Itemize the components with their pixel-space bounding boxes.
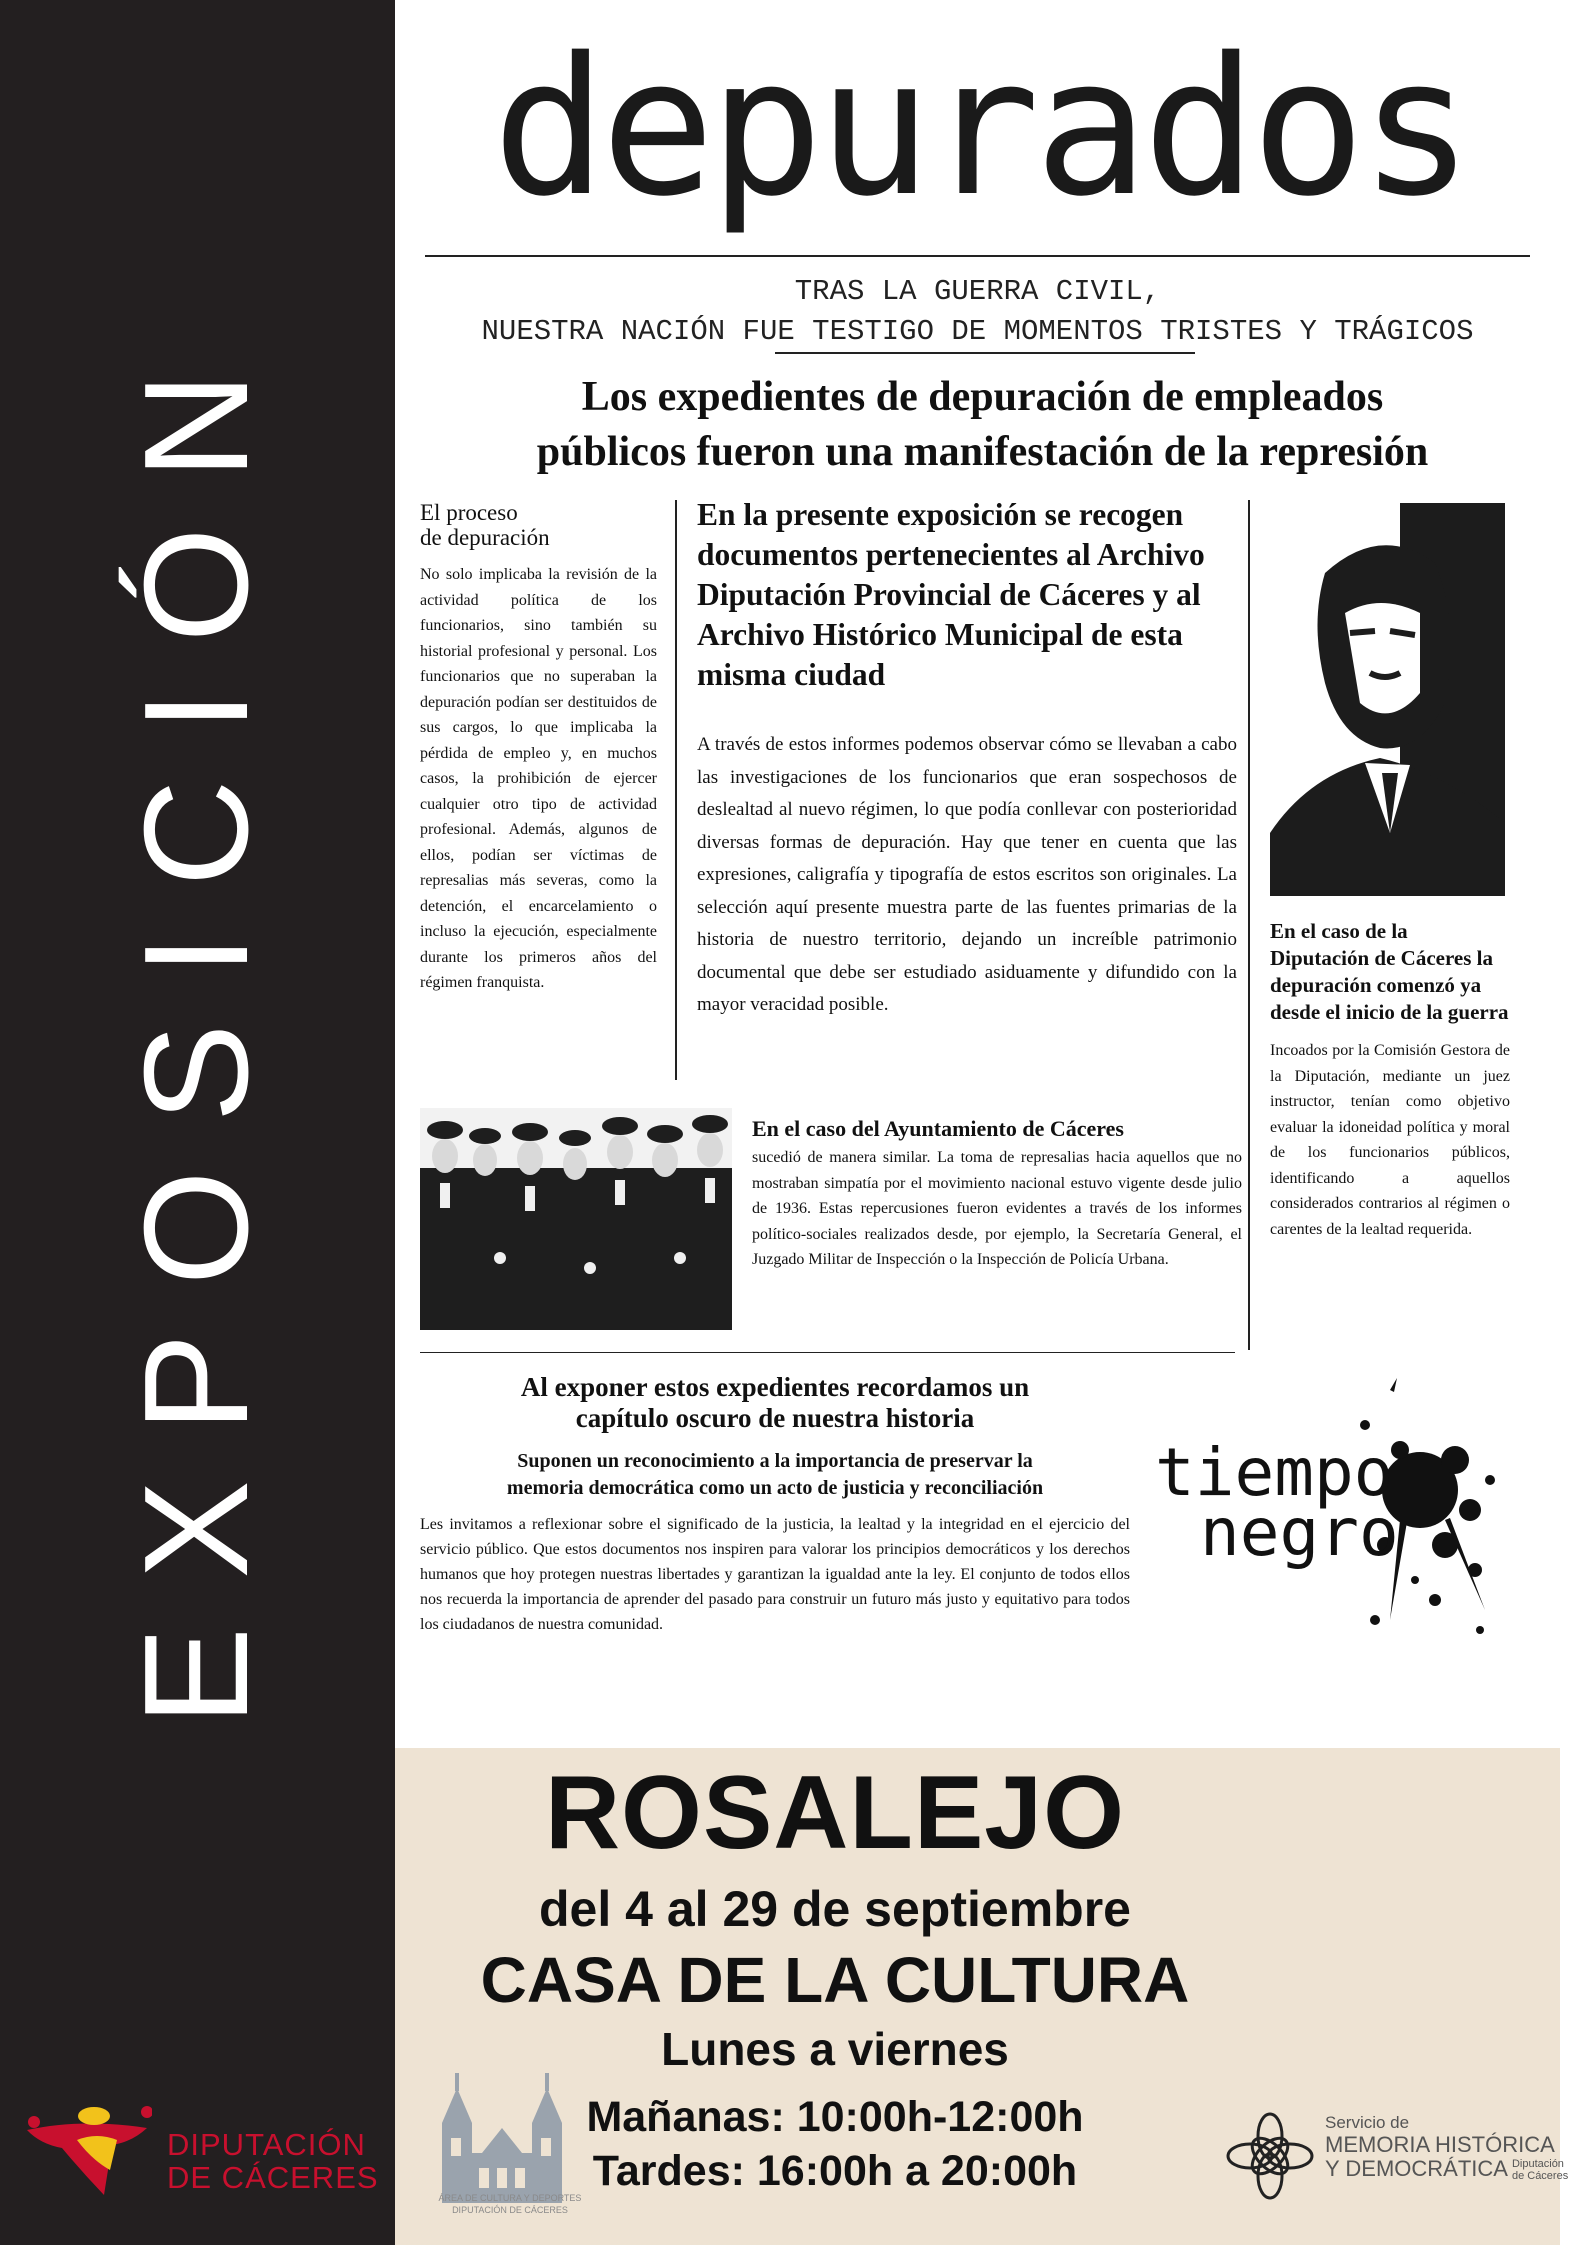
middle-column-body: A través de estos informes podemos observar cómo se llevaban a cabo las investigaciones de los funcionarios que eran sospechosos de deslealtad al nuevo régimen, lo que podía conllevar con posterioridad diversas formas de depuración. Hay que tener en cuenta que las expresiones, caligrafía y tipografía de estos escritos son originales. La selección aquí presente muestra parte de las fuentes primarias de la historia de nuestro territorio, dejando un increíble patrimonio documental que debe ser estudiado asiduamente y difundido con la mayor veracidad posible.	[697, 734, 1237, 1015]
diputacion-logo-text	[167, 2128, 379, 2194]
diputacion-line1: DIPUTACIÓN	[167, 2127, 366, 2162]
sidebar	[0, 0, 395, 2245]
event-days: Lunes a viernes	[661, 2023, 1009, 2075]
closing-heading-line2: capítulo oscuro de nuestra historia	[575, 1403, 975, 1433]
masthead: depurados	[492, 17, 1468, 238]
left-heading-line1: El proceso	[420, 500, 518, 525]
column-divider-right	[1248, 500, 1250, 1350]
newspaper-panel	[395, 0, 1560, 1748]
tiempo-negro-line1: tiempo	[1155, 1434, 1394, 1511]
right-column-heading: En el caso de la Diputación de Cáceres la depuración comenzó ya desde el inicio de la guerra	[1270, 919, 1509, 1024]
closing-subheading	[420, 1448, 1130, 1502]
event-info-panel	[395, 1748, 1569, 2245]
middle-column-heading: En la presente exposición se recogen documentos pertenecientes al Archivo Diputación Provincial de Cáceres y al Archivo Histórico Municipal de esta misma ciudad	[697, 497, 1205, 692]
kicker	[425, 272, 1530, 352]
middle-column	[697, 495, 1237, 1022]
event-dates: del 4 al 29 de septiembre	[539, 1881, 1131, 1937]
memoria-historica-logo	[1225, 2103, 1569, 2213]
headline	[420, 370, 1545, 480]
closing-section	[420, 1372, 1130, 1637]
left-column-body: No solo implicaba la revisión de la actividad política de los funcionarios, sino también su historial profesional y personal. Los funcionarios que no superaban la depuración podían ser destituidos de sus cargos, lo que implicaba la pérdida de empleo y, en muchos casos, la prohibición de ejercer cualquier otro tipo de actividad profesional. Además, algunos de ellos, podían ser víctimas de represalias más severas, como la detención, el encarcelamiento o incluso la ejecución, especialmente durante los primeros años del régimen franquista.	[420, 566, 657, 991]
left-column	[420, 500, 657, 996]
right-column-body: Incoados por la Comisión Gestora de la Diputación, mediante un juez instructor, tenían como objetivo evaluar la idoneidad política y moral de los funcionarios públicos, identificando a aquellos considerados contrarios al régimen o carentes de la lealtad requerida.	[1270, 1042, 1510, 1238]
closing-heading	[420, 1372, 1130, 1434]
memoria-tag	[1512, 2158, 1568, 2182]
event-venue: CASA DE LA CULTURA	[480, 1944, 1190, 2016]
left-column-heading	[420, 500, 657, 550]
diputacion-logo	[22, 2100, 382, 2200]
crowd-image	[420, 1108, 732, 1330]
memoria-tag1: Diputación	[1511, 2158, 1564, 2171]
tiempo-negro-line2: negro	[1200, 1494, 1399, 1571]
memoria-historica-text	[1325, 2113, 1568, 2182]
kicker-line1: TRAS LA GUERRA CIVIL,	[794, 275, 1161, 308]
diputacion-line2: DE CÁCERES	[167, 2160, 379, 2195]
memoria-tag2: de Cáceres	[1511, 2170, 1569, 2183]
closing-heading-line1: Al exponer estos expedientes recordamos un	[520, 1372, 1030, 1402]
column-divider-left	[675, 500, 677, 1080]
event-morning-hours: Mañanas: 10:00h-12:00h	[586, 2093, 1084, 2141]
event-afternoon-hours: Tardes: 16:00h a 20:00h	[592, 2147, 1078, 2195]
ayuntamiento-body: sucedió de manera similar. La toma de represalias hacia aquellos que no mostraban simpatía por el movimiento nacional estuvo vigente desde julio de 1936. Estas repercusiones fueron evidentes a través de los informes político-sociales realizados desde, por ejemplo, la Secretaría General, el Juzgado Militar de Inspección o la Inspección de Policía Urbana.	[752, 1149, 1242, 1268]
closing-sub-line2: memoria democrática como un acto de justicia y reconciliación	[506, 1477, 1044, 1499]
masthead-rule	[425, 255, 1530, 257]
ayuntamiento-column	[752, 1115, 1242, 1273]
cultura-logo-text	[435, 2192, 585, 2216]
memoria-line2: MEMORIA HISTÓRICA	[1325, 2132, 1555, 2157]
headline-line1: Los expedientes de depuración de empleados	[581, 374, 1384, 420]
left-heading-line2: de depuración	[420, 525, 550, 550]
portrait-image	[1270, 503, 1505, 896]
memoria-line3: Y DEMOCRÁTICA	[1325, 2156, 1508, 2181]
event-town: ROSALEJO	[544, 1755, 1126, 1871]
crowd-photo	[420, 1108, 732, 1330]
kicker-line2: NUESTRA NACIÓN FUE TESTIGO DE MOMENTOS TRISTES Y TRÁGICOS	[481, 315, 1474, 348]
portrait-photo	[1270, 503, 1505, 896]
memoria-line3-wrap	[1325, 2157, 1568, 2182]
vertical-title: EXPOSICIÓN	[114, 324, 279, 1726]
cultura-line1: ÁREA DE CULTURA Y DEPORTES	[438, 2193, 582, 2203]
memoria-flower-icon	[1225, 2111, 1315, 2201]
tiempo-negro-logo	[1145, 1370, 1515, 1660]
lower-rule	[420, 1352, 1235, 1353]
kicker-rule	[775, 352, 1195, 354]
closing-body: Les invitamos a reflexionar sobre el significado de la justicia, la lealtad y la integridad en el ejercicio del servicio público. Que estos documentos nos inspiren para valorar los principios democráticos y los derechos humanos que hoy protegen nuestras libertades y garantizan la igualdad ante la ley. El conjunto de todos ellos nos recuerda la importancia de aprender del pasado para construir un futuro más justo y equitativo para todos los ciudadanos de nuestra comunidad.	[420, 1516, 1130, 1633]
memoria-line1: Servicio de	[1325, 2113, 1410, 2132]
diputacion-emblem-icon	[22, 2100, 152, 2200]
headline-line2: públicos fueron una manifestación de la represión	[536, 429, 1429, 475]
ayuntamiento-heading: En el caso del Ayuntamiento de Cáceres	[752, 1116, 1124, 1141]
closing-sub-line1: Suponen un reconocimiento a la importancia de preservar la	[517, 1450, 1033, 1472]
right-column	[1270, 918, 1510, 1242]
cultura-line2: DIPUTACIÓN DE CÁCERES	[452, 2205, 568, 2215]
